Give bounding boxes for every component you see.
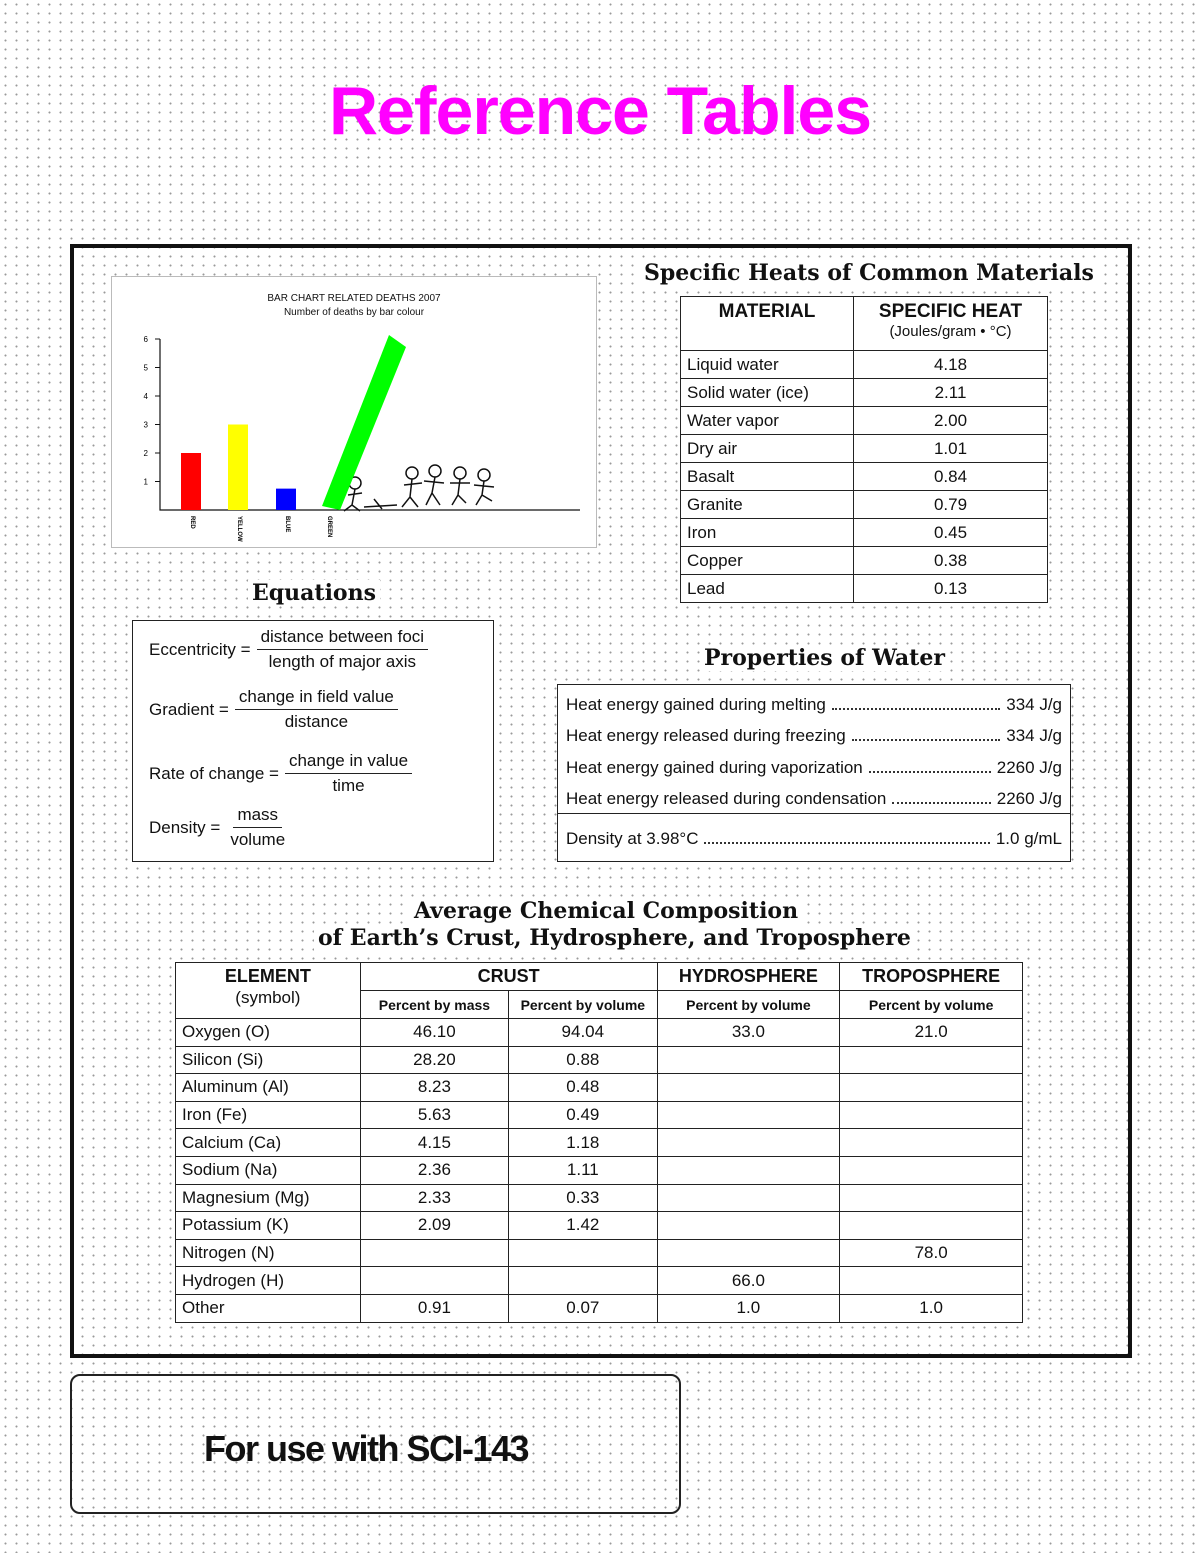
y-tick-label: 4 [143, 392, 148, 401]
col-heat-label: SPECIFIC HEAT [878, 301, 1023, 322]
hydrosphere-cell [657, 1212, 840, 1240]
crust-volume-cell: 1.18 [509, 1129, 657, 1157]
equations-box [132, 620, 494, 862]
water-properties-box [557, 684, 1071, 862]
water-row-label: Heat energy gained during melting [566, 695, 826, 714]
element-cell: Iron (Fe) [176, 1101, 361, 1129]
table-row [681, 379, 1048, 407]
specific-heat-cell: 0.45 [854, 519, 1048, 547]
element-cell: Hydrogen (H) [176, 1267, 361, 1295]
specific-heat-cell: 2.00 [854, 407, 1048, 435]
element-cell: Silicon (Si) [176, 1046, 361, 1074]
table-row [176, 1156, 1023, 1184]
composition-table [175, 962, 1023, 1323]
crust-mass-cell: 8.23 [360, 1074, 508, 1102]
crust-volume-cell: 0.33 [509, 1184, 657, 1212]
troposphere-cell: 1.0 [840, 1294, 1023, 1322]
hydrosphere-cell [657, 1184, 840, 1212]
table-row [681, 407, 1048, 435]
equation-denominator: volume [230, 830, 286, 849]
table-row [176, 1239, 1023, 1267]
equation-denominator: length of major axis [268, 652, 417, 671]
bar-chart [111, 276, 597, 548]
crust-volume-cell: 1.42 [509, 1212, 657, 1240]
water-row-value: 2260 J/g [996, 789, 1062, 808]
water-row-value: 2260 J/g [996, 758, 1062, 777]
table-row [176, 1046, 1023, 1074]
crust-mass-cell: 2.36 [360, 1156, 508, 1184]
col-heat-unit: (Joules/gram • °C) [889, 323, 1012, 340]
equation-rate-of-change [149, 751, 412, 796]
hydrosphere-cell [657, 1129, 840, 1157]
crust-mass-cell: 4.15 [360, 1129, 508, 1157]
col-heat-header [854, 297, 1048, 351]
material-cell: Lead [681, 575, 854, 603]
table-row [681, 519, 1048, 547]
course-note-box [70, 1374, 681, 1514]
equation-numerator: mass [233, 805, 282, 828]
equation-gradient [149, 687, 398, 732]
water-row-value: 334 J/g [1006, 726, 1062, 745]
water-row-label: Heat energy released during condensation [566, 789, 887, 808]
y-tick-label: 2 [143, 449, 148, 458]
troposphere-cell [840, 1156, 1023, 1184]
crust-volume-cell [509, 1267, 657, 1295]
crust-mass-cell: 0.91 [360, 1294, 508, 1322]
bar-blue [276, 489, 296, 510]
crust-mass-cell: 46.10 [360, 1019, 508, 1047]
sub-percent-mass: Percent by mass [360, 991, 508, 1019]
element-cell: Other [176, 1294, 361, 1322]
water-row [566, 695, 1062, 715]
specific-heats-heading: Specific Heats of Common Materials [640, 260, 1098, 286]
specific-heat-cell: 2.11 [854, 379, 1048, 407]
sub-percent-volume: Percent by volume [840, 991, 1023, 1019]
element-cell: Calcium (Ca) [176, 1129, 361, 1157]
chart-title: BAR CHART RELATED DEATHS 2007 [267, 293, 441, 304]
element-cell: Aluminum (Al) [176, 1074, 361, 1102]
table-row [176, 1212, 1023, 1240]
page-title: Reference Tables [328, 73, 872, 149]
composition-heading-line2: of Earth’s Crust, Hydrosphere, and Troposphere [314, 925, 915, 951]
x-tick-label: RED [189, 516, 195, 529]
table-row [681, 351, 1048, 379]
table-row [681, 463, 1048, 491]
sub-percent-volume: Percent by volume [657, 991, 840, 1019]
element-cell: Potassium (K) [176, 1212, 361, 1240]
element-cell: Sodium (Na) [176, 1156, 361, 1184]
y-tick-label: 1 [143, 477, 148, 487]
col-material-label: MATERIAL [718, 301, 816, 322]
hydrosphere-cell [657, 1101, 840, 1129]
equation-lhs: Density = [149, 817, 221, 837]
bar-yellow [228, 425, 248, 511]
troposphere-cell [840, 1212, 1023, 1240]
col-hydrosphere-header: HYDROSPHERE [657, 963, 840, 991]
hydrosphere-cell: 66.0 [657, 1267, 840, 1295]
hydrosphere-cell [657, 1156, 840, 1184]
specific-heats-table [680, 296, 1048, 603]
bar-green [322, 335, 406, 510]
crust-mass-cell: 2.33 [360, 1184, 508, 1212]
table-row [176, 1074, 1023, 1102]
hydrosphere-cell: 1.0 [657, 1294, 840, 1322]
table-row [681, 575, 1048, 603]
table-row [176, 1129, 1023, 1157]
table-row [681, 435, 1048, 463]
specific-heat-cell: 0.79 [854, 491, 1048, 519]
crust-mass-cell: 5.63 [360, 1101, 508, 1129]
x-tick-label: YELLOW [236, 516, 242, 542]
x-tick-label: BLUE [284, 516, 290, 533]
equation-denominator: distance [284, 712, 349, 731]
crust-volume-cell: 0.88 [509, 1046, 657, 1074]
specific-heat-cell: 0.84 [854, 463, 1048, 491]
troposphere-cell: 78.0 [840, 1239, 1023, 1267]
troposphere-cell [840, 1074, 1023, 1102]
specific-heat-cell: 4.18 [854, 351, 1048, 379]
troposphere-cell [840, 1129, 1023, 1157]
equations-heading: Equations [248, 580, 380, 606]
chart-subtitle: Number of deaths by bar colour [283, 307, 425, 318]
y-tick-label: 3 [143, 420, 148, 430]
equation-numerator: change in value [285, 751, 412, 774]
water-row-label: Density at 3.98°C [566, 829, 699, 848]
specific-heat-cell: 1.01 [854, 435, 1048, 463]
troposphere-cell: 21.0 [840, 1019, 1023, 1047]
sub-percent-volume: Percent by volume [509, 991, 657, 1019]
material-cell: Copper [681, 547, 854, 575]
equation-lhs: Rate of change = [149, 763, 279, 783]
chart-plot [112, 277, 596, 547]
course-note: For use with SCI-143 [204, 1428, 529, 1469]
troposphere-cell [840, 1184, 1023, 1212]
material-cell: Water vapor [681, 407, 854, 435]
composition-heading-line1: Average Chemical Composition [410, 898, 802, 924]
table-row [176, 1294, 1023, 1322]
crust-volume-cell: 1.11 [509, 1156, 657, 1184]
water-row [566, 789, 1062, 809]
hydrosphere-cell [657, 1239, 840, 1267]
equation-lhs: Eccentricity = [149, 639, 251, 659]
crust-mass-cell: 28.20 [360, 1046, 508, 1074]
equation-density [149, 805, 289, 850]
element-cell: Magnesium (Mg) [176, 1184, 361, 1212]
x-tick-label: GREEN [326, 516, 332, 538]
crust-mass-cell [360, 1267, 508, 1295]
water-row-label: Heat energy gained during vaporization [566, 758, 863, 777]
material-cell: Liquid water [681, 351, 854, 379]
hydrosphere-cell [657, 1074, 840, 1102]
water-row-value: 1.0 g/mL [995, 829, 1062, 848]
table-row [176, 1267, 1023, 1295]
col-element-header [176, 963, 361, 1019]
water-density-row [566, 829, 1062, 849]
bar-red [181, 453, 201, 510]
troposphere-cell [840, 1267, 1023, 1295]
troposphere-cell [840, 1101, 1023, 1129]
col-troposphere-header: TROPOSPHERE [840, 963, 1023, 991]
material-cell: Basalt [681, 463, 854, 491]
table-row [681, 491, 1048, 519]
table-row [176, 1184, 1023, 1212]
element-cell: Oxygen (O) [176, 1019, 361, 1047]
water-row [566, 758, 1062, 778]
element-cell: Nitrogen (N) [176, 1239, 361, 1267]
equation-denominator: time [332, 776, 365, 795]
y-tick-label: 5 [143, 363, 148, 373]
equation-lhs: Gradient = [149, 699, 229, 719]
stick-figures-illustration [344, 465, 494, 511]
crust-volume-cell: 0.07 [509, 1294, 657, 1322]
crust-mass-cell [360, 1239, 508, 1267]
hydrosphere-cell: 33.0 [657, 1019, 840, 1047]
crust-volume-cell: 94.04 [509, 1019, 657, 1047]
table-row [681, 547, 1048, 575]
water-row [566, 726, 1062, 746]
material-cell: Dry air [681, 435, 854, 463]
specific-heat-cell: 0.38 [854, 547, 1048, 575]
equation-numerator: distance between foci [257, 627, 429, 650]
troposphere-cell [840, 1046, 1023, 1074]
water-row-label: Heat energy released during freezing [566, 726, 846, 745]
divider [558, 813, 1070, 814]
equation-eccentricity [149, 627, 428, 672]
crust-mass-cell: 2.09 [360, 1212, 508, 1240]
hydrosphere-cell [657, 1046, 840, 1074]
water-heading: Properties of Water [700, 645, 949, 671]
material-cell: Iron [681, 519, 854, 547]
crust-volume-cell: 0.48 [509, 1074, 657, 1102]
specific-heat-cell: 0.13 [854, 575, 1048, 603]
crust-volume-cell: 0.49 [509, 1101, 657, 1129]
col-crust-header: CRUST [360, 963, 657, 991]
table-row [176, 1019, 1023, 1047]
col-material-header [681, 297, 854, 351]
water-row-value: 334 J/g [1006, 695, 1062, 714]
col-symbol-label: (symbol) [235, 988, 301, 1007]
col-element-label: ELEMENT [224, 966, 311, 986]
equation-numerator: change in field value [235, 687, 398, 710]
y-tick-label: 6 [143, 335, 148, 344]
table-row [176, 1101, 1023, 1129]
material-cell: Solid water (ice) [681, 379, 854, 407]
material-cell: Granite [681, 491, 854, 519]
crust-volume-cell [509, 1239, 657, 1267]
